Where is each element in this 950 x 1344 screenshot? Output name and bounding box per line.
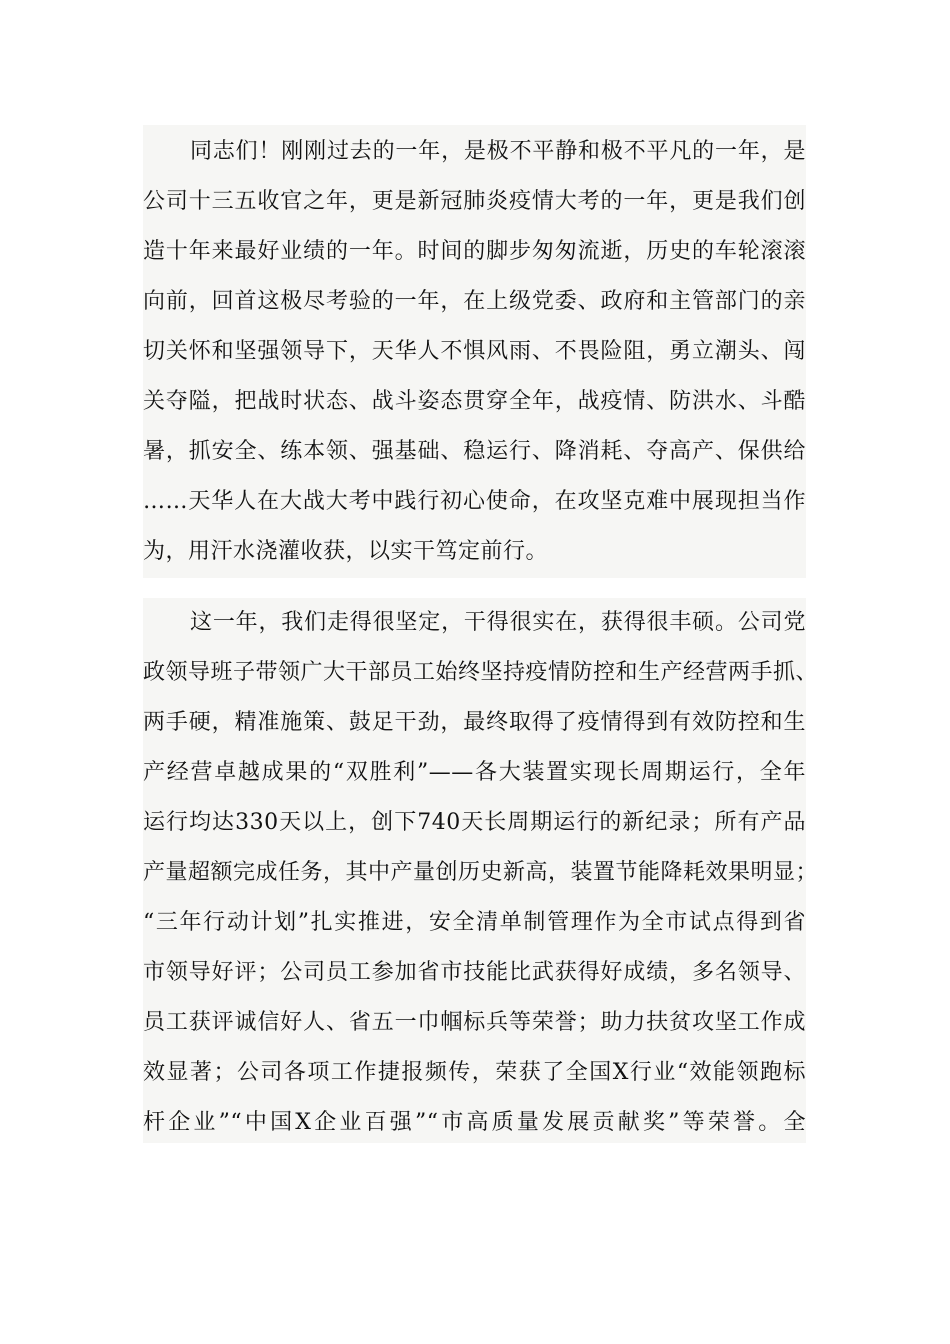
paragraph-line: 产量超额完成任务，其中产量创历史新高，装置节能降耗效果明显； (143, 860, 819, 885)
paragraph-line: 员工获评诚信好人、省五一巾帼标兵等荣誉；助力扶贫攻坚工作成 (143, 1010, 806, 1035)
paragraph-line: 公司十三五收官之年，更是新冠肺炎疫情大考的一年，更是我们创 (143, 189, 806, 214)
paragraph-line: ……天华人在大战大考中践行初心使命，在攻坚克难中展现担当作 (143, 489, 806, 514)
paragraph-2 (143, 598, 819, 1143)
paragraph-line: 效显著；公司各项工作捷报频传，荣获了全国X行业“效能领跑标 (143, 1060, 806, 1085)
paragraph-line: 切关怀和坚强领导下，天华人不惧风雨、不畏险阻，勇立潮头、闯 (143, 339, 806, 364)
paragraph-line: “三年行动计划”扎实推进，安全清单制管理作为全市试点得到省 (143, 910, 806, 935)
paragraph-line: 运行均达330天以上，创下740天长周期运行的新纪录；所有产品 (143, 810, 806, 835)
paragraph-line: 关夺隘，把战时状态、战斗姿态贯穿全年，战疫情、防洪水、斗酷 (143, 389, 806, 414)
paragraph-line: 这一年，我们走得很坚定，干得很实在，获得很丰硕。公司党 (190, 610, 806, 635)
paragraph-1 (143, 125, 806, 578)
paragraph-line: 暑，抓安全、练本领、强基础、稳运行、降消耗、夺高产、保供给 (143, 439, 806, 464)
paragraph-line: 市领导好评；公司员工参加省市技能比武获得好成绩，多名领导、 (143, 960, 806, 985)
paragraph-line: 政领导班子带领广大干部员工始终坚持疫情防控和生产经营两手抓、 (143, 660, 819, 685)
paragraph-line: 产经营卓越成果的“双胜利”——各大装置实现长周期运行，全年 (143, 760, 806, 785)
paragraph-line: 向前，回首这极尽考验的一年，在上级党委、政府和主管部门的亲 (143, 289, 806, 314)
paragraph-line: 杆企业”“中国X企业百强”“市高质量发展贡献奖”等荣誉。全 (143, 1110, 806, 1135)
paragraph-line: 同志们！刚刚过去的一年，是极不平静和极不平凡的一年，是 (190, 139, 806, 164)
paragraph-line: 两手硬，精准施策、鼓足干劲，最终取得了疫情得到有效防控和生 (143, 710, 806, 735)
paragraph-line: 为，用汗水浇灌收获，以实干笃定前行。 (143, 539, 549, 564)
paragraph-line: 造十年来最好业绩的一年。时间的脚步匆匆流逝，历史的车轮滚滚 (143, 239, 806, 264)
